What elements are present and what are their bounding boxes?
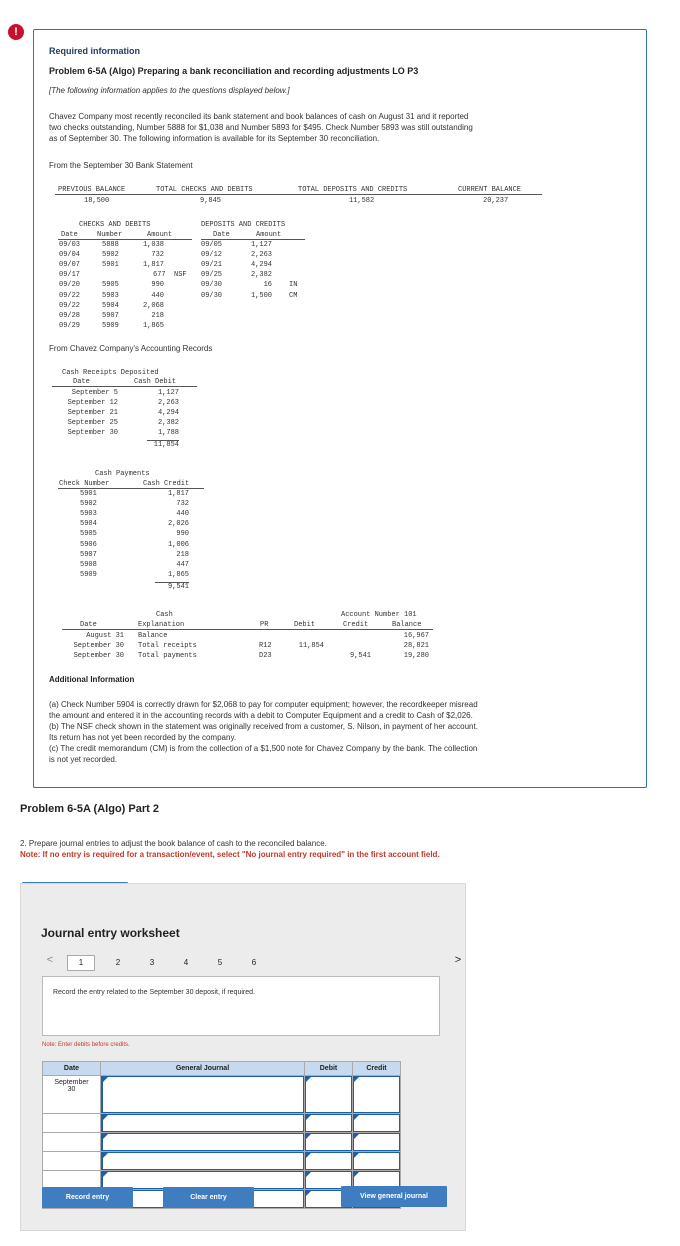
payment-amount: 990 bbox=[176, 530, 189, 539]
check-date: 09/22 bbox=[59, 291, 81, 300]
col-header: Balance bbox=[392, 621, 422, 629]
journal-debit-input[interactable] bbox=[305, 1114, 352, 1132]
journal-cell bbox=[305, 1152, 353, 1171]
check-number: 5888 bbox=[102, 241, 119, 249]
receipt-amount: 2,263 bbox=[157, 399, 179, 408]
journal-cell bbox=[353, 1133, 401, 1152]
deposit-date: 09/21 bbox=[201, 261, 223, 270]
journal-row bbox=[43, 1114, 401, 1133]
payment-check-number: 5903 bbox=[80, 510, 97, 519]
deposit-amount: 1,127 bbox=[250, 241, 272, 249]
deposit-amount: 1,500 bbox=[250, 291, 272, 300]
col-header: Credit bbox=[343, 621, 369, 629]
receipt-date: September 25 bbox=[67, 419, 118, 428]
prev-arrow-icon[interactable]: < bbox=[46, 954, 54, 966]
receipt-date: September 30 bbox=[67, 429, 118, 438]
summary-header: TOTAL CHECKS AND DEBITS bbox=[156, 186, 253, 194]
payment-check-number: 5905 bbox=[80, 530, 97, 539]
alert-icon: ! bbox=[8, 24, 24, 40]
journal-date-month: September bbox=[54, 1079, 89, 1086]
receipt-amount: 1,127 bbox=[157, 389, 179, 397]
view-general-journal-button[interactable]: View general journal bbox=[341, 1186, 447, 1207]
ledger-account: Cash bbox=[156, 611, 173, 619]
check-amount: 218 bbox=[151, 311, 164, 320]
check-number: 5903 bbox=[102, 291, 119, 300]
ledger-balance: 28,821 bbox=[403, 642, 429, 650]
journal-cell bbox=[353, 1114, 401, 1133]
check-number: 5905 bbox=[102, 281, 119, 290]
check-number: 5901 bbox=[102, 261, 119, 270]
bank-statement-heading: From the September 30 Bank Statement bbox=[49, 161, 193, 170]
check-date: 09/20 bbox=[59, 281, 81, 290]
payment-check-number: 5909 bbox=[80, 570, 97, 579]
payment-amount: 1,006 bbox=[167, 540, 189, 549]
ledger-pr: R12 bbox=[259, 642, 272, 650]
additional-info-text: (a) Check Number 5904 is correctly drawn for $2,068 to pay for computer equipment; however, the recordkeeper misread the amount and entered it in the accounting records with a debit to Computer Equipment and a credit to Cash of $2,026. (b) The NSF check shown in the statement was originally received from a customer, S. Nilson, in payment of her account. Its return has not yet been recorded by the company. (c) The credit memorandum (CM) is from the collection of a $1,500 note for Chavez Company by the bank. The collection is not yet recorded. bbox=[49, 700, 478, 764]
journal-row bbox=[43, 1133, 401, 1152]
checks-title: CHECKS AND DEBITS bbox=[79, 221, 151, 229]
summary-header: PREVIOUS BALANCE bbox=[58, 186, 126, 194]
journal-date-cell[interactable] bbox=[43, 1152, 101, 1171]
check-amount: 1,817 bbox=[142, 261, 164, 270]
col-header: Cash Debit bbox=[134, 378, 177, 386]
deposit-code: CM bbox=[289, 291, 298, 300]
check-date: 09/07 bbox=[59, 261, 81, 270]
receipt-date: September 21 bbox=[67, 409, 118, 418]
col-header: Date bbox=[61, 231, 78, 239]
deposit-amount: 16 bbox=[263, 281, 272, 290]
col-header: Cash Credit bbox=[143, 480, 190, 488]
journal-cell bbox=[101, 1133, 305, 1152]
tab-5[interactable]: 5 bbox=[217, 958, 223, 967]
journal-date-cell bbox=[43, 1076, 101, 1114]
applies-note: [The following information applies to the questions displayed below.] bbox=[49, 86, 290, 95]
check-date: 09/28 bbox=[59, 311, 81, 320]
col-header: Debit bbox=[294, 621, 316, 629]
deposit-date: 09/30 bbox=[201, 281, 223, 290]
col-header: PR bbox=[260, 621, 269, 629]
summary-value: 9,845 bbox=[200, 197, 222, 205]
check-number: 5904 bbox=[102, 301, 119, 310]
ledger-explanation: Total receipts bbox=[138, 642, 197, 650]
check-date: 09/29 bbox=[59, 321, 81, 330]
deposit-amount: 4,294 bbox=[250, 261, 272, 270]
required-info-heading: Required information bbox=[49, 46, 141, 56]
journal-account-input[interactable] bbox=[101, 1133, 304, 1151]
next-arrow-icon[interactable]: > bbox=[454, 954, 462, 966]
journal-debit-input[interactable] bbox=[305, 1133, 352, 1151]
col-header: Amount bbox=[256, 231, 282, 239]
journal-account-input[interactable] bbox=[101, 1152, 304, 1170]
payment-check-number: 5901 bbox=[80, 490, 97, 498]
payment-amount: 1,817 bbox=[167, 490, 189, 498]
tab-6[interactable]: 6 bbox=[251, 958, 257, 967]
col-header-date: Date bbox=[43, 1062, 101, 1076]
receipts-title: Cash Receipts Deposited bbox=[62, 369, 159, 377]
payment-check-number: 5906 bbox=[80, 540, 97, 549]
journal-debit-input[interactable] bbox=[305, 1076, 352, 1113]
check-number: 5909 bbox=[102, 321, 119, 330]
col-header: Explanation bbox=[138, 621, 185, 629]
debits-note: Note: Enter debits before credits. bbox=[42, 1042, 130, 1048]
payments-title: Cash Payments bbox=[95, 470, 150, 478]
worksheet-title: Journal entry worksheet bbox=[41, 926, 180, 940]
check-amount: 732 bbox=[151, 251, 164, 260]
col-header: Date bbox=[80, 621, 97, 629]
ledger-explanation: Total payments bbox=[138, 652, 197, 660]
payment-amount: 2,026 bbox=[167, 520, 189, 529]
journal-entry-worksheet bbox=[20, 883, 466, 1231]
journal-date-day: 30 bbox=[67, 1086, 76, 1093]
part2-title: Problem 6-5A (Algo) Part 2 bbox=[20, 803, 159, 815]
summary-value: 11,582 bbox=[349, 197, 375, 205]
clear-entry-button[interactable]: Clear entry bbox=[163, 1187, 254, 1208]
check-amount: 1,038 bbox=[142, 241, 164, 249]
summary-value: 20,237 bbox=[483, 197, 509, 205]
deposit-amount: 2,263 bbox=[250, 251, 272, 260]
journal-row bbox=[43, 1076, 401, 1114]
journal-cell bbox=[101, 1152, 305, 1171]
payment-check-number: 5902 bbox=[80, 500, 97, 509]
payment-amount: 218 bbox=[176, 550, 189, 559]
check-amount: 440 bbox=[151, 291, 164, 300]
journal-account-input[interactable] bbox=[101, 1076, 304, 1113]
ledger-date: September 30 bbox=[73, 642, 124, 650]
tab-2[interactable]: 2 bbox=[115, 958, 121, 967]
ledger-date: September 30 bbox=[73, 652, 124, 660]
check-date: 09/04 bbox=[59, 251, 81, 260]
check-amount: 990 bbox=[151, 281, 164, 290]
journal-cell bbox=[353, 1076, 401, 1114]
journal-cell bbox=[101, 1076, 305, 1114]
receipt-amount: 4,294 bbox=[157, 409, 179, 418]
ledger-date: August 31 bbox=[86, 632, 124, 640]
journal-cell bbox=[353, 1152, 401, 1171]
col-header-debit: Debit bbox=[305, 1062, 353, 1076]
tab-1[interactable]: 1 bbox=[67, 955, 95, 971]
record-entry-button[interactable]: Record entry bbox=[42, 1187, 133, 1208]
ledger-balance: 16,967 bbox=[403, 632, 429, 640]
part2-instruction: 2. Prepare journal entries to adjust the book balance of cash to the reconciled balance. bbox=[20, 839, 327, 848]
journal-row bbox=[43, 1152, 401, 1171]
problem-title: Problem 6-5A (Algo) Preparing a bank reconciliation and recording adjustments LO P3 bbox=[49, 66, 419, 76]
col-header: Date bbox=[73, 378, 90, 386]
ledger-pr: D23 bbox=[259, 652, 272, 660]
ledger-balance: 19,280 bbox=[403, 652, 429, 660]
journal-debit-input[interactable] bbox=[305, 1152, 352, 1170]
payment-amount: 447 bbox=[176, 560, 189, 569]
records-heading: From Chavez Company's Accounting Records bbox=[49, 344, 213, 353]
col-header: Check Number bbox=[59, 480, 110, 488]
tab-3[interactable]: 3 bbox=[149, 958, 155, 967]
deposit-date: 09/05 bbox=[201, 241, 223, 249]
summary-header: TOTAL DEPOSITS AND CREDITS bbox=[298, 186, 408, 194]
ledger-account-number: Account Number 101 bbox=[341, 611, 417, 619]
intro-paragraph: Chavez Company most recently reconciled its bank statement and book balances of cash on August 31 and it reported two checks outstanding, Number 5888 for $1,038 and Number 5893 for $495. Check Number 5893 was still outstanding as of September 30. The following information is available for its September 30 reconciliation. bbox=[49, 112, 473, 143]
receipt-amount: 2,382 bbox=[157, 419, 179, 428]
payment-amount: 732 bbox=[176, 500, 189, 509]
deposit-date: 09/25 bbox=[201, 271, 223, 280]
col-header: Date bbox=[213, 231, 230, 239]
check-amount: 1,865 bbox=[142, 321, 164, 330]
worksheet-instruction: Record the entry related to the September 30 deposit, if required. bbox=[42, 976, 440, 1036]
check-number: 5907 bbox=[102, 311, 119, 320]
receipts-total: 11,854 bbox=[147, 440, 179, 449]
journal-cell bbox=[305, 1114, 353, 1133]
check-date: 09/03 bbox=[59, 241, 81, 249]
check-date: 09/17 bbox=[59, 271, 81, 280]
col-header: Number bbox=[97, 231, 123, 239]
journal-date-cell[interactable] bbox=[43, 1133, 101, 1152]
col-header-credit: Credit bbox=[353, 1062, 401, 1076]
payment-amount: 440 bbox=[176, 510, 189, 519]
journal-cell bbox=[101, 1114, 305, 1133]
summary-value: 18,500 bbox=[84, 197, 110, 205]
receipt-date: September 5 bbox=[71, 389, 118, 397]
payment-check-number: 5904 bbox=[80, 520, 97, 529]
additional-info-title: Additional Information bbox=[49, 675, 135, 684]
payment-amount: 1,865 bbox=[167, 570, 189, 579]
payments-total: 9,541 bbox=[155, 582, 189, 591]
receipt-date: September 12 bbox=[67, 399, 118, 408]
check-amount: 2,068 bbox=[142, 301, 164, 310]
tab-4[interactable]: 4 bbox=[183, 958, 189, 967]
journal-credit-input[interactable] bbox=[353, 1076, 400, 1113]
check-amount: 677 NSF bbox=[153, 271, 187, 280]
check-date: 09/22 bbox=[59, 301, 81, 310]
receipt-amount: 1,788 bbox=[157, 429, 179, 438]
journal-account-input[interactable] bbox=[101, 1114, 304, 1132]
journal-credit-input[interactable] bbox=[353, 1152, 400, 1170]
deposit-date: 09/12 bbox=[201, 251, 223, 260]
ledger-debit: 11,854 bbox=[298, 642, 324, 650]
summary-header: CURRENT BALANCE bbox=[458, 186, 542, 195]
payment-check-number: 5907 bbox=[80, 550, 97, 559]
journal-cell bbox=[305, 1076, 353, 1114]
col-header-general-journal: General Journal bbox=[101, 1062, 305, 1076]
deposit-date: 09/30 bbox=[201, 291, 223, 300]
part2-note: Note: If no entry is required for a transaction/event, select "No journal entry required" in the first account field. bbox=[20, 850, 440, 859]
ledger-credit: 9,541 bbox=[349, 652, 371, 660]
journal-credit-input[interactable] bbox=[353, 1114, 400, 1132]
deposits-title: DEPOSITS AND CREDITS bbox=[201, 221, 286, 229]
deposit-code: IN bbox=[289, 281, 298, 290]
check-number: 5902 bbox=[102, 251, 119, 260]
deposit-amount: 2,382 bbox=[250, 271, 272, 280]
col-header: Amount bbox=[147, 231, 173, 239]
ledger-explanation: Balance bbox=[138, 632, 168, 640]
journal-credit-input[interactable] bbox=[353, 1133, 400, 1151]
payment-check-number: 5908 bbox=[80, 560, 97, 569]
journal-date-cell[interactable] bbox=[43, 1114, 101, 1133]
journal-cell bbox=[305, 1133, 353, 1152]
